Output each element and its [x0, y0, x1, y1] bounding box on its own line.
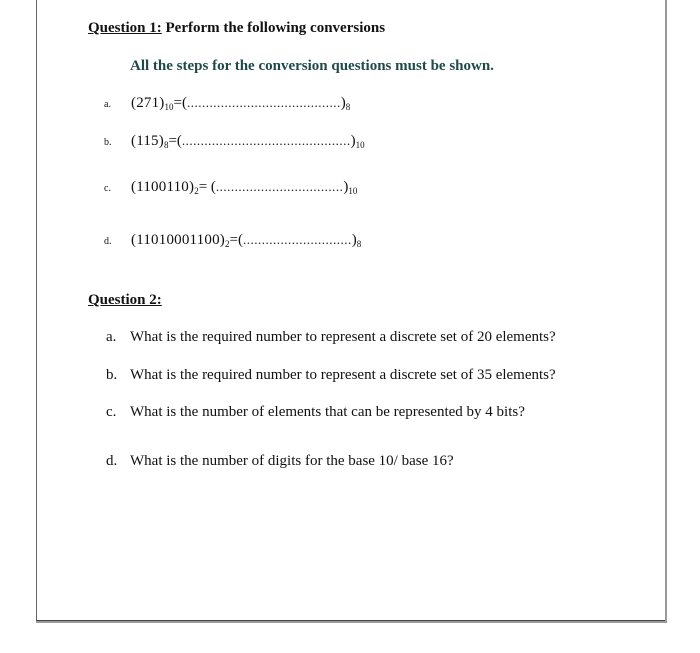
item-label: a. — [106, 329, 117, 345]
item-text: What is the number of digits for the base 10/ base 16? — [130, 453, 454, 469]
from-base: 2 — [194, 186, 199, 196]
conversion-item-d — [104, 232, 361, 249]
from-base: 2 — [224, 239, 230, 249]
close-paren: ) — [343, 179, 349, 195]
item-label: d. — [106, 453, 118, 469]
question-1-label: Question 1: — [88, 20, 162, 36]
to-base: 8 — [345, 102, 351, 112]
question-1-heading — [88, 20, 385, 37]
question-1-title: Perform the following conversions — [165, 20, 386, 36]
item-label: b. — [106, 367, 118, 383]
conversion-expr: (271) — [131, 95, 165, 111]
page-shadow-right — [665, 0, 667, 622]
question-2-item-a — [106, 329, 556, 346]
conversion-expr: (115) — [131, 133, 164, 149]
item-text: What is the required number to represent a discrete set of 35 elements? — [130, 367, 556, 383]
question-2-item-b — [106, 367, 556, 384]
conversion-expr: (11010001100) — [131, 232, 225, 248]
answer-blank: ............................. — [242, 232, 352, 247]
question-2-item-d — [106, 453, 454, 470]
close-paren: ) — [350, 133, 356, 149]
answer-blank: .................................. — [215, 179, 344, 194]
close-paren: ) — [351, 232, 357, 248]
question-2-heading — [88, 292, 162, 309]
page-frame — [36, 0, 666, 622]
conversion-expr: (1100110) — [131, 179, 195, 195]
item-text: What is the number of elements that can be represented by 4 bits? — [130, 404, 525, 420]
conversion-item-b — [104, 133, 365, 150]
conversion-label: b. — [104, 137, 112, 148]
equals: =( — [173, 95, 187, 111]
page-shadow-bottom — [36, 621, 667, 623]
answer-blank: ............................................. — [181, 133, 351, 148]
answer-blank: ......................................... — [186, 95, 341, 110]
item-text: What is the required number to represent a discrete set of 20 elements? — [130, 329, 556, 345]
question-2-label: Question 2: — [88, 292, 162, 308]
conversion-label: c. — [104, 183, 111, 194]
equals: =( — [229, 232, 243, 248]
conversion-item-c — [104, 179, 357, 196]
from-base: 10 — [164, 102, 174, 112]
item-label: c. — [106, 404, 117, 420]
equals: =( — [168, 133, 182, 149]
close-paren: ) — [340, 95, 346, 111]
to-base: 8 — [356, 239, 362, 249]
question-2-item-c — [106, 404, 525, 421]
equals: = ( — [198, 179, 216, 195]
conversion-label: d. — [104, 236, 112, 247]
to-base: 10 — [355, 140, 365, 150]
conversion-item-a — [104, 95, 350, 112]
from-base: 8 — [163, 140, 169, 150]
to-base: 10 — [348, 186, 358, 196]
conversion-label: a. — [104, 99, 111, 110]
instruction-note: All the steps for the conversion questions must be shown. — [130, 58, 494, 74]
